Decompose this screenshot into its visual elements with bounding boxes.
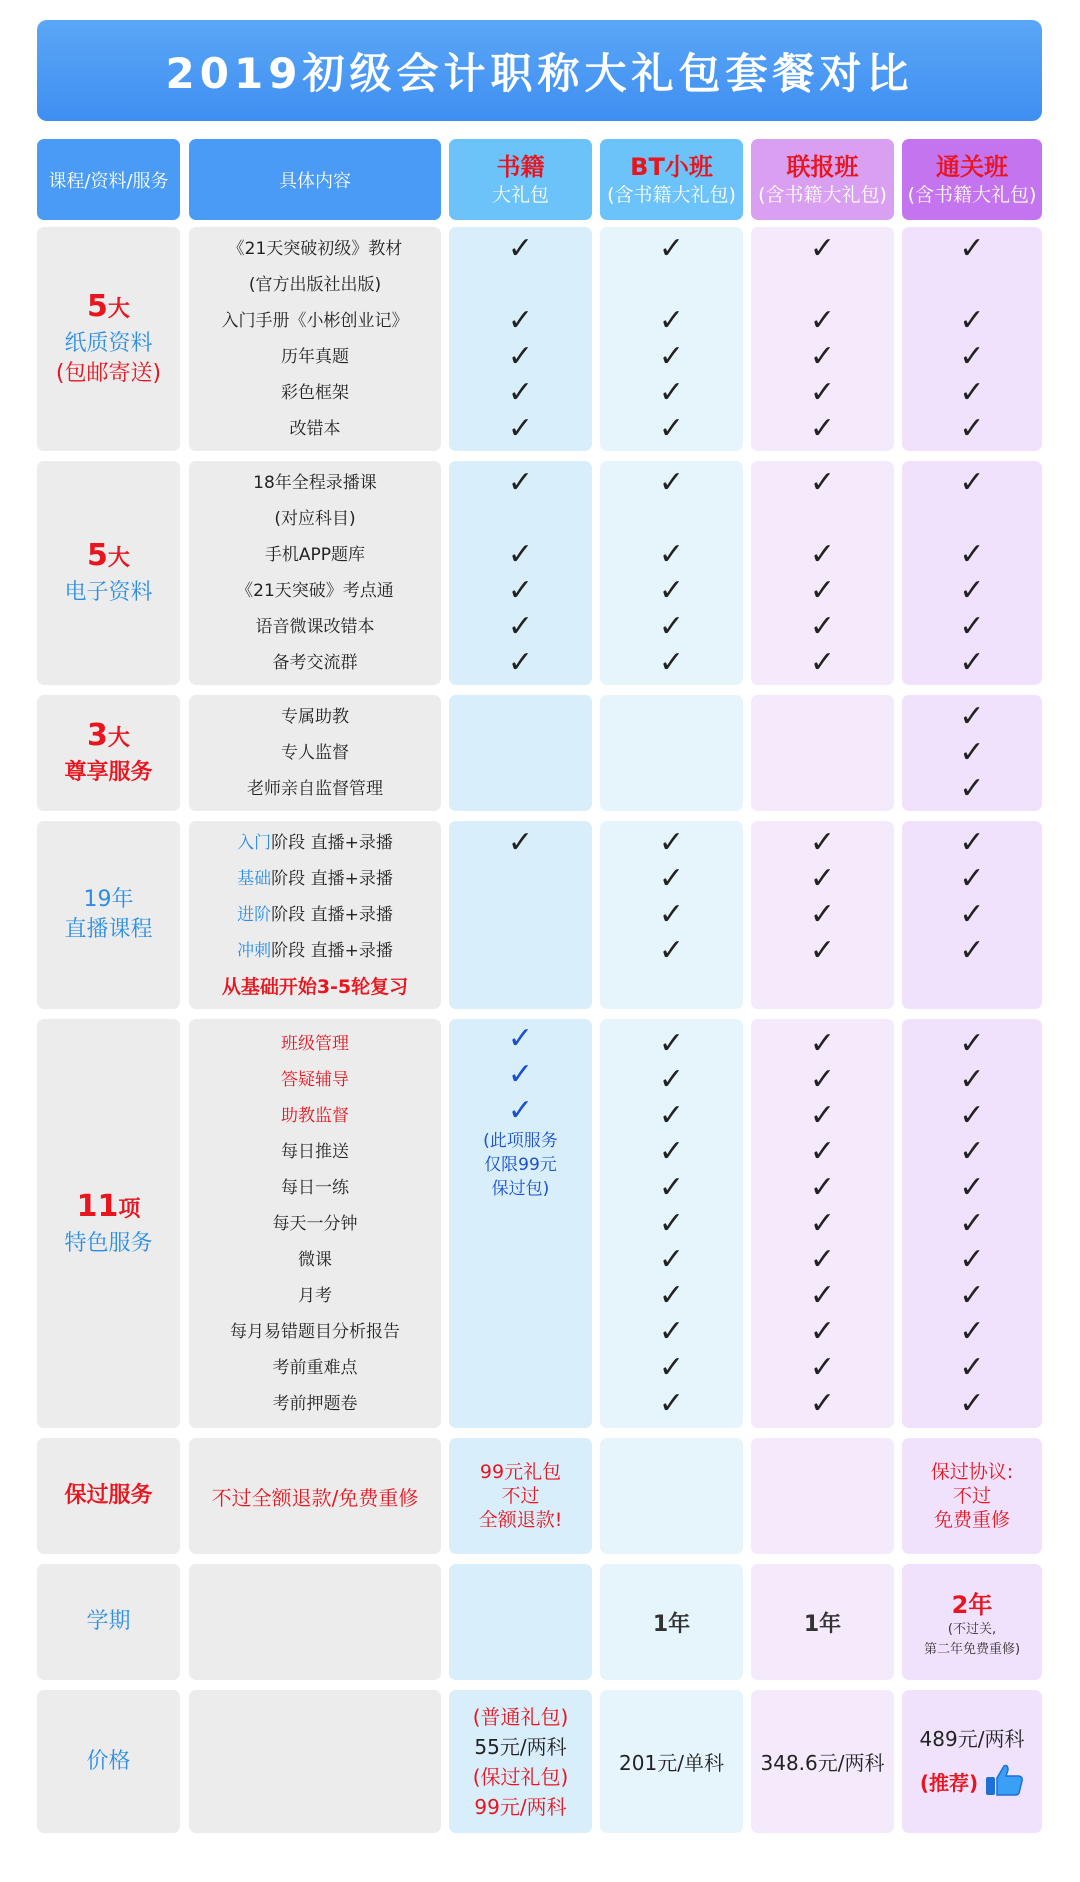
content-line: 专人监督 — [281, 743, 349, 763]
package-cell-4 — [902, 227, 1042, 451]
check-icon: ✓ — [959, 1349, 985, 1385]
package-cell-4 — [902, 1019, 1042, 1428]
check-icon: ✓ — [507, 231, 534, 266]
category-number: 5 — [87, 538, 108, 573]
stage-highlight: 入门 — [237, 833, 272, 853]
check-icon: ✓ — [809, 1277, 836, 1313]
package-cell-2 — [600, 821, 743, 1009]
guarantee-line: 免费重修 — [933, 1509, 1010, 1531]
check-icon: ✓ — [959, 771, 985, 806]
check-icon: ✓ — [809, 825, 836, 860]
check-icon: ✓ — [658, 897, 685, 932]
content-cell — [189, 1019, 441, 1428]
content-line: 备考交流群 — [272, 653, 358, 673]
check-icon: ✓ — [658, 1097, 685, 1133]
content-line: 改错本 — [289, 419, 341, 439]
page-title: 2019初级会计职称大礼包套餐对比 — [165, 48, 914, 98]
price-value: 348.6元/两科 — [760, 1751, 885, 1775]
check-icon: ✓ — [959, 897, 985, 932]
check-icon: ✓ — [809, 1025, 836, 1061]
content-cell — [189, 1690, 441, 1833]
check-icon: ✓ — [658, 609, 685, 644]
check-icon: ✓ — [507, 573, 534, 608]
check-icon: ✓ — [959, 1097, 985, 1133]
check-icon: ✓ — [809, 303, 836, 338]
check-icon: ✓ — [658, 1313, 685, 1349]
package-cell-1 — [449, 1019, 592, 1428]
category-label: 保过服务 — [64, 1483, 153, 1508]
check-icon: ✓ — [959, 933, 985, 968]
check-icon: ✓ — [507, 1057, 534, 1092]
check-icon: ✓ — [809, 1241, 836, 1277]
package-cell-4 — [902, 1690, 1042, 1833]
package-cell-3 — [751, 227, 894, 451]
category-unit: 项 — [118, 1196, 141, 1222]
category-cell — [37, 821, 180, 1009]
content-cell — [189, 461, 441, 685]
header-package-2 — [600, 139, 743, 220]
check-icon: ✓ — [658, 537, 685, 572]
header-col-content — [189, 139, 441, 220]
package-cell-2 — [600, 1690, 743, 1833]
check-icon: ✓ — [959, 825, 985, 860]
check-icon: ✓ — [507, 1093, 534, 1128]
check-icon: ✓ — [809, 933, 836, 968]
header-col-category — [37, 139, 180, 220]
content-line: 班级管理 — [281, 1033, 349, 1054]
header-package-1 — [449, 139, 592, 220]
check-icon: ✓ — [809, 1133, 836, 1169]
check-icon: ✓ — [809, 465, 836, 500]
check-icon: ✓ — [959, 1205, 985, 1241]
content-line: 每日推送 — [281, 1141, 349, 1162]
package-cell-1 — [449, 461, 592, 685]
check-icon: ✓ — [507, 645, 534, 680]
category-count — [87, 538, 130, 578]
check-icon: ✓ — [658, 1205, 685, 1241]
check-icon: ✓ — [658, 933, 685, 968]
check-icon: ✓ — [507, 537, 534, 572]
check-icon: ✓ — [658, 375, 685, 410]
package-name: 通关班 — [936, 152, 1008, 181]
content-cell — [189, 695, 441, 811]
stage-text: 阶段 直播+录播 — [271, 941, 393, 961]
check-icon: ✓ — [809, 375, 836, 410]
content-line — [237, 825, 393, 861]
package-cell-2 — [600, 227, 743, 451]
check-icon: ✓ — [658, 465, 685, 500]
package-cell-4 — [902, 1564, 1042, 1680]
category-number: 5 — [87, 289, 108, 324]
package-cell-4 — [902, 695, 1042, 811]
check-icon: ✓ — [959, 1061, 985, 1097]
content-line: 历年真题 — [281, 347, 349, 367]
price-line: 99元/两科 — [474, 1794, 567, 1819]
package-cell-2 — [600, 1019, 743, 1428]
guarantee-line: 全额退款! — [478, 1509, 563, 1531]
package-cell-2 — [600, 1438, 743, 1554]
check-icon: ✓ — [809, 645, 836, 680]
check-icon: ✓ — [809, 1097, 836, 1133]
package-cell-3 — [751, 1019, 894, 1428]
package-cell-2 — [600, 695, 743, 811]
category-cell — [37, 227, 180, 451]
content-line: 语音微课改错本 — [255, 617, 375, 637]
package-cell-3 — [751, 821, 894, 1009]
stage-highlight: 冲刺 — [237, 941, 272, 961]
check-icon: ✓ — [809, 861, 836, 896]
check-icon: ✓ — [959, 735, 985, 770]
package-cell-3 — [751, 461, 894, 685]
content-line — [237, 897, 393, 933]
content-line: 入门手册《小彬创业记》 — [221, 311, 409, 331]
term-note: (不过关, — [947, 1621, 997, 1637]
guarantee-line: 99元礼包 — [479, 1461, 562, 1483]
category-label: 纸质资料 — [64, 331, 153, 356]
package-cell-3 — [751, 695, 894, 811]
content-line — [222, 969, 408, 1005]
check-icon: ✓ — [507, 609, 534, 644]
check-icon: ✓ — [959, 375, 985, 410]
content-line: (对应科目) — [274, 509, 356, 529]
check-icon: ✓ — [658, 1169, 685, 1205]
category-cell — [37, 1564, 180, 1680]
check-icon: ✓ — [809, 1205, 836, 1241]
check-icon: ✓ — [959, 699, 985, 734]
check-icon: ✓ — [809, 411, 836, 446]
category-number: 11 — [76, 1188, 119, 1224]
package-cell-4 — [902, 821, 1042, 1009]
check-icon: ✓ — [507, 411, 534, 446]
thumbs-up-icon — [984, 1762, 1024, 1802]
category-label: (包邮寄送) — [55, 361, 162, 386]
category-cell — [37, 1438, 180, 1554]
check-icon: ✓ — [809, 231, 836, 266]
check-icon: ✓ — [959, 465, 985, 500]
category-cell — [37, 695, 180, 811]
service-note: (此项服务 — [483, 1131, 558, 1151]
check-icon: ✓ — [959, 1169, 985, 1205]
check-icon: ✓ — [507, 375, 534, 410]
check-icon: ✓ — [959, 1133, 985, 1169]
category-label: 电子资料 — [64, 580, 153, 605]
check-icon: ✓ — [658, 1277, 685, 1313]
category-cell — [37, 461, 180, 685]
guarantee-line: 不过 — [952, 1485, 991, 1507]
content-line: 每日一练 — [281, 1177, 349, 1198]
check-icon: ✓ — [959, 411, 985, 446]
category-label: 19年 — [83, 887, 134, 912]
guarantee-content: 不过全额退款/免费重修 — [211, 1485, 419, 1510]
price-value: 201元/单科 — [619, 1751, 724, 1775]
package-cell-2 — [600, 461, 743, 685]
check-icon: ✓ — [959, 1025, 985, 1061]
check-icon: ✓ — [658, 1133, 685, 1169]
price-line: 55元/两科 — [474, 1734, 567, 1759]
check-icon: ✓ — [658, 825, 685, 860]
content-line — [237, 933, 393, 969]
content-cell — [189, 227, 441, 451]
content-line: 月考 — [298, 1285, 332, 1306]
package-cell-1 — [449, 1438, 592, 1554]
check-icon: ✓ — [959, 861, 985, 896]
content-line: 考前重难点 — [272, 1357, 358, 1378]
package-cell-3 — [751, 1690, 894, 1833]
check-icon: ✓ — [658, 1061, 685, 1097]
check-icon: ✓ — [658, 1241, 685, 1277]
check-icon: ✓ — [809, 609, 836, 644]
price-value: 489元/两科 — [919, 1726, 1025, 1751]
content-cell — [189, 1438, 441, 1554]
check-icon: ✓ — [658, 231, 685, 266]
check-icon: ✓ — [658, 645, 685, 680]
category-cell — [37, 1019, 180, 1428]
term-value: 2年 — [951, 1590, 993, 1619]
content-line: 每天一分钟 — [272, 1213, 358, 1234]
check-icon: ✓ — [809, 897, 836, 932]
check-icon: ✓ — [658, 573, 685, 608]
package-cell-3 — [751, 1564, 894, 1680]
check-icon: ✓ — [507, 825, 534, 860]
guarantee-line: 保过协议: — [930, 1461, 1014, 1483]
check-icon: ✓ — [959, 1385, 985, 1421]
check-icon: ✓ — [658, 1385, 685, 1421]
content-line: 每月易错题目分析报告 — [230, 1321, 400, 1342]
check-icon: ✓ — [507, 303, 534, 338]
check-icon: ✓ — [809, 1169, 836, 1205]
content-line — [237, 861, 393, 897]
check-icon: ✓ — [809, 1385, 836, 1421]
content-line: 答疑辅导 — [281, 1069, 349, 1090]
package-subtitle: 大礼包 — [491, 183, 549, 206]
content-line: 18年全程录播课 — [253, 473, 377, 493]
package-cell-1 — [449, 1690, 592, 1833]
review-note: 从基础开始3-5轮复习 — [221, 976, 409, 998]
check-icon: ✓ — [658, 411, 685, 446]
package-subtitle: (含书籍大礼包) — [607, 183, 736, 206]
check-icon: ✓ — [809, 1349, 836, 1385]
check-icon: ✓ — [809, 573, 836, 608]
content-line: 手机APP题库 — [264, 545, 366, 565]
service-note: 保过包) — [491, 1179, 550, 1199]
check-icon: ✓ — [658, 1025, 685, 1061]
stage-text: 阶段 直播+录播 — [271, 905, 393, 925]
check-icon: ✓ — [809, 1313, 836, 1349]
guarantee-line: 不过 — [501, 1485, 540, 1507]
service-note: 仅限99元 — [484, 1155, 557, 1175]
content-line: 微课 — [298, 1249, 332, 1270]
content-line: 老师亲自监督管理 — [247, 779, 383, 799]
content-line: 彩色框架 — [281, 383, 349, 403]
header-label: 具体内容 — [279, 170, 351, 192]
check-icon: ✓ — [959, 303, 985, 338]
content-cell — [189, 821, 441, 1009]
term-value: 1年 — [803, 1611, 842, 1637]
check-icon: ✓ — [658, 861, 685, 896]
package-cell-1 — [449, 821, 592, 1009]
category-count — [87, 289, 130, 329]
check-icon: ✓ — [658, 339, 685, 374]
check-icon: ✓ — [507, 1021, 534, 1056]
stage-text: 阶段 直播+录播 — [271, 869, 393, 889]
check-icon: ✓ — [959, 609, 985, 644]
price-line: (普通礼包) — [472, 1704, 569, 1729]
content-line: 考前押题卷 — [272, 1393, 358, 1414]
category-unit: 大 — [107, 726, 130, 751]
category-label: 价格 — [86, 1748, 131, 1774]
content-line: 专属助教 — [281, 707, 349, 727]
check-icon: ✓ — [809, 1061, 836, 1097]
package-name: 书籍 — [496, 152, 545, 181]
check-icon: ✓ — [507, 465, 534, 500]
category-count — [77, 1189, 141, 1229]
header-package-4 — [902, 139, 1042, 220]
category-count — [87, 718, 130, 758]
category-label: 特色服务 — [64, 1230, 153, 1256]
content-line: 《21天突破》考点通 — [236, 581, 394, 601]
package-subtitle: (含书籍大礼包) — [907, 183, 1037, 206]
check-icon: ✓ — [507, 339, 534, 374]
check-icon: ✓ — [959, 339, 985, 374]
check-icon: ✓ — [959, 645, 985, 680]
check-icon: ✓ — [959, 1241, 985, 1277]
category-number: 3 — [87, 718, 108, 753]
header-label: 课程/资料/服务 — [48, 170, 169, 192]
package-cell-4 — [902, 461, 1042, 685]
category-cell — [37, 1690, 180, 1833]
stage-highlight: 基础 — [237, 869, 272, 889]
package-cell-2 — [600, 1564, 743, 1680]
check-icon: ✓ — [809, 537, 836, 572]
stage-highlight: 进阶 — [237, 905, 272, 925]
category-unit: 大 — [107, 297, 130, 322]
price-line: (保过礼包) — [472, 1764, 569, 1789]
header-package-3 — [751, 139, 894, 220]
check-icon: ✓ — [959, 537, 985, 572]
title-banner — [37, 20, 1042, 121]
category-label: 尊享服务 — [64, 760, 153, 785]
category-unit: 大 — [107, 546, 130, 571]
check-icon: ✓ — [658, 303, 685, 338]
term-value: 1年 — [652, 1611, 691, 1637]
content-cell — [189, 1564, 441, 1680]
content-line: 助教监督 — [281, 1105, 349, 1126]
category-label: 直播课程 — [64, 917, 153, 942]
package-name: BT小班 — [630, 152, 713, 181]
recommend-label: (推荐) — [919, 1771, 979, 1795]
check-icon: ✓ — [809, 339, 836, 374]
content-line: (官方出版社出版) — [248, 275, 382, 295]
check-icon: ✓ — [658, 1349, 685, 1385]
package-cell-1 — [449, 695, 592, 811]
recommend-line — [920, 1762, 1024, 1802]
package-cell-1 — [449, 1564, 592, 1680]
package-name: 联报班 — [786, 152, 859, 181]
check-icon: ✓ — [959, 1277, 985, 1313]
category-label: 学期 — [86, 1609, 131, 1634]
check-icon: ✓ — [959, 231, 985, 266]
package-cell-4 — [902, 1438, 1042, 1554]
term-note: 第二年免费重修) — [923, 1641, 1021, 1657]
package-cell-3 — [751, 1438, 894, 1554]
stage-text: 阶段 直播+录播 — [271, 833, 393, 853]
check-icon: ✓ — [959, 573, 985, 608]
check-icon: ✓ — [959, 1313, 985, 1349]
content-line: 《21天突破初级》教材 — [227, 239, 403, 259]
package-cell-1 — [449, 227, 592, 451]
package-subtitle: (含书籍大礼包) — [758, 183, 887, 206]
